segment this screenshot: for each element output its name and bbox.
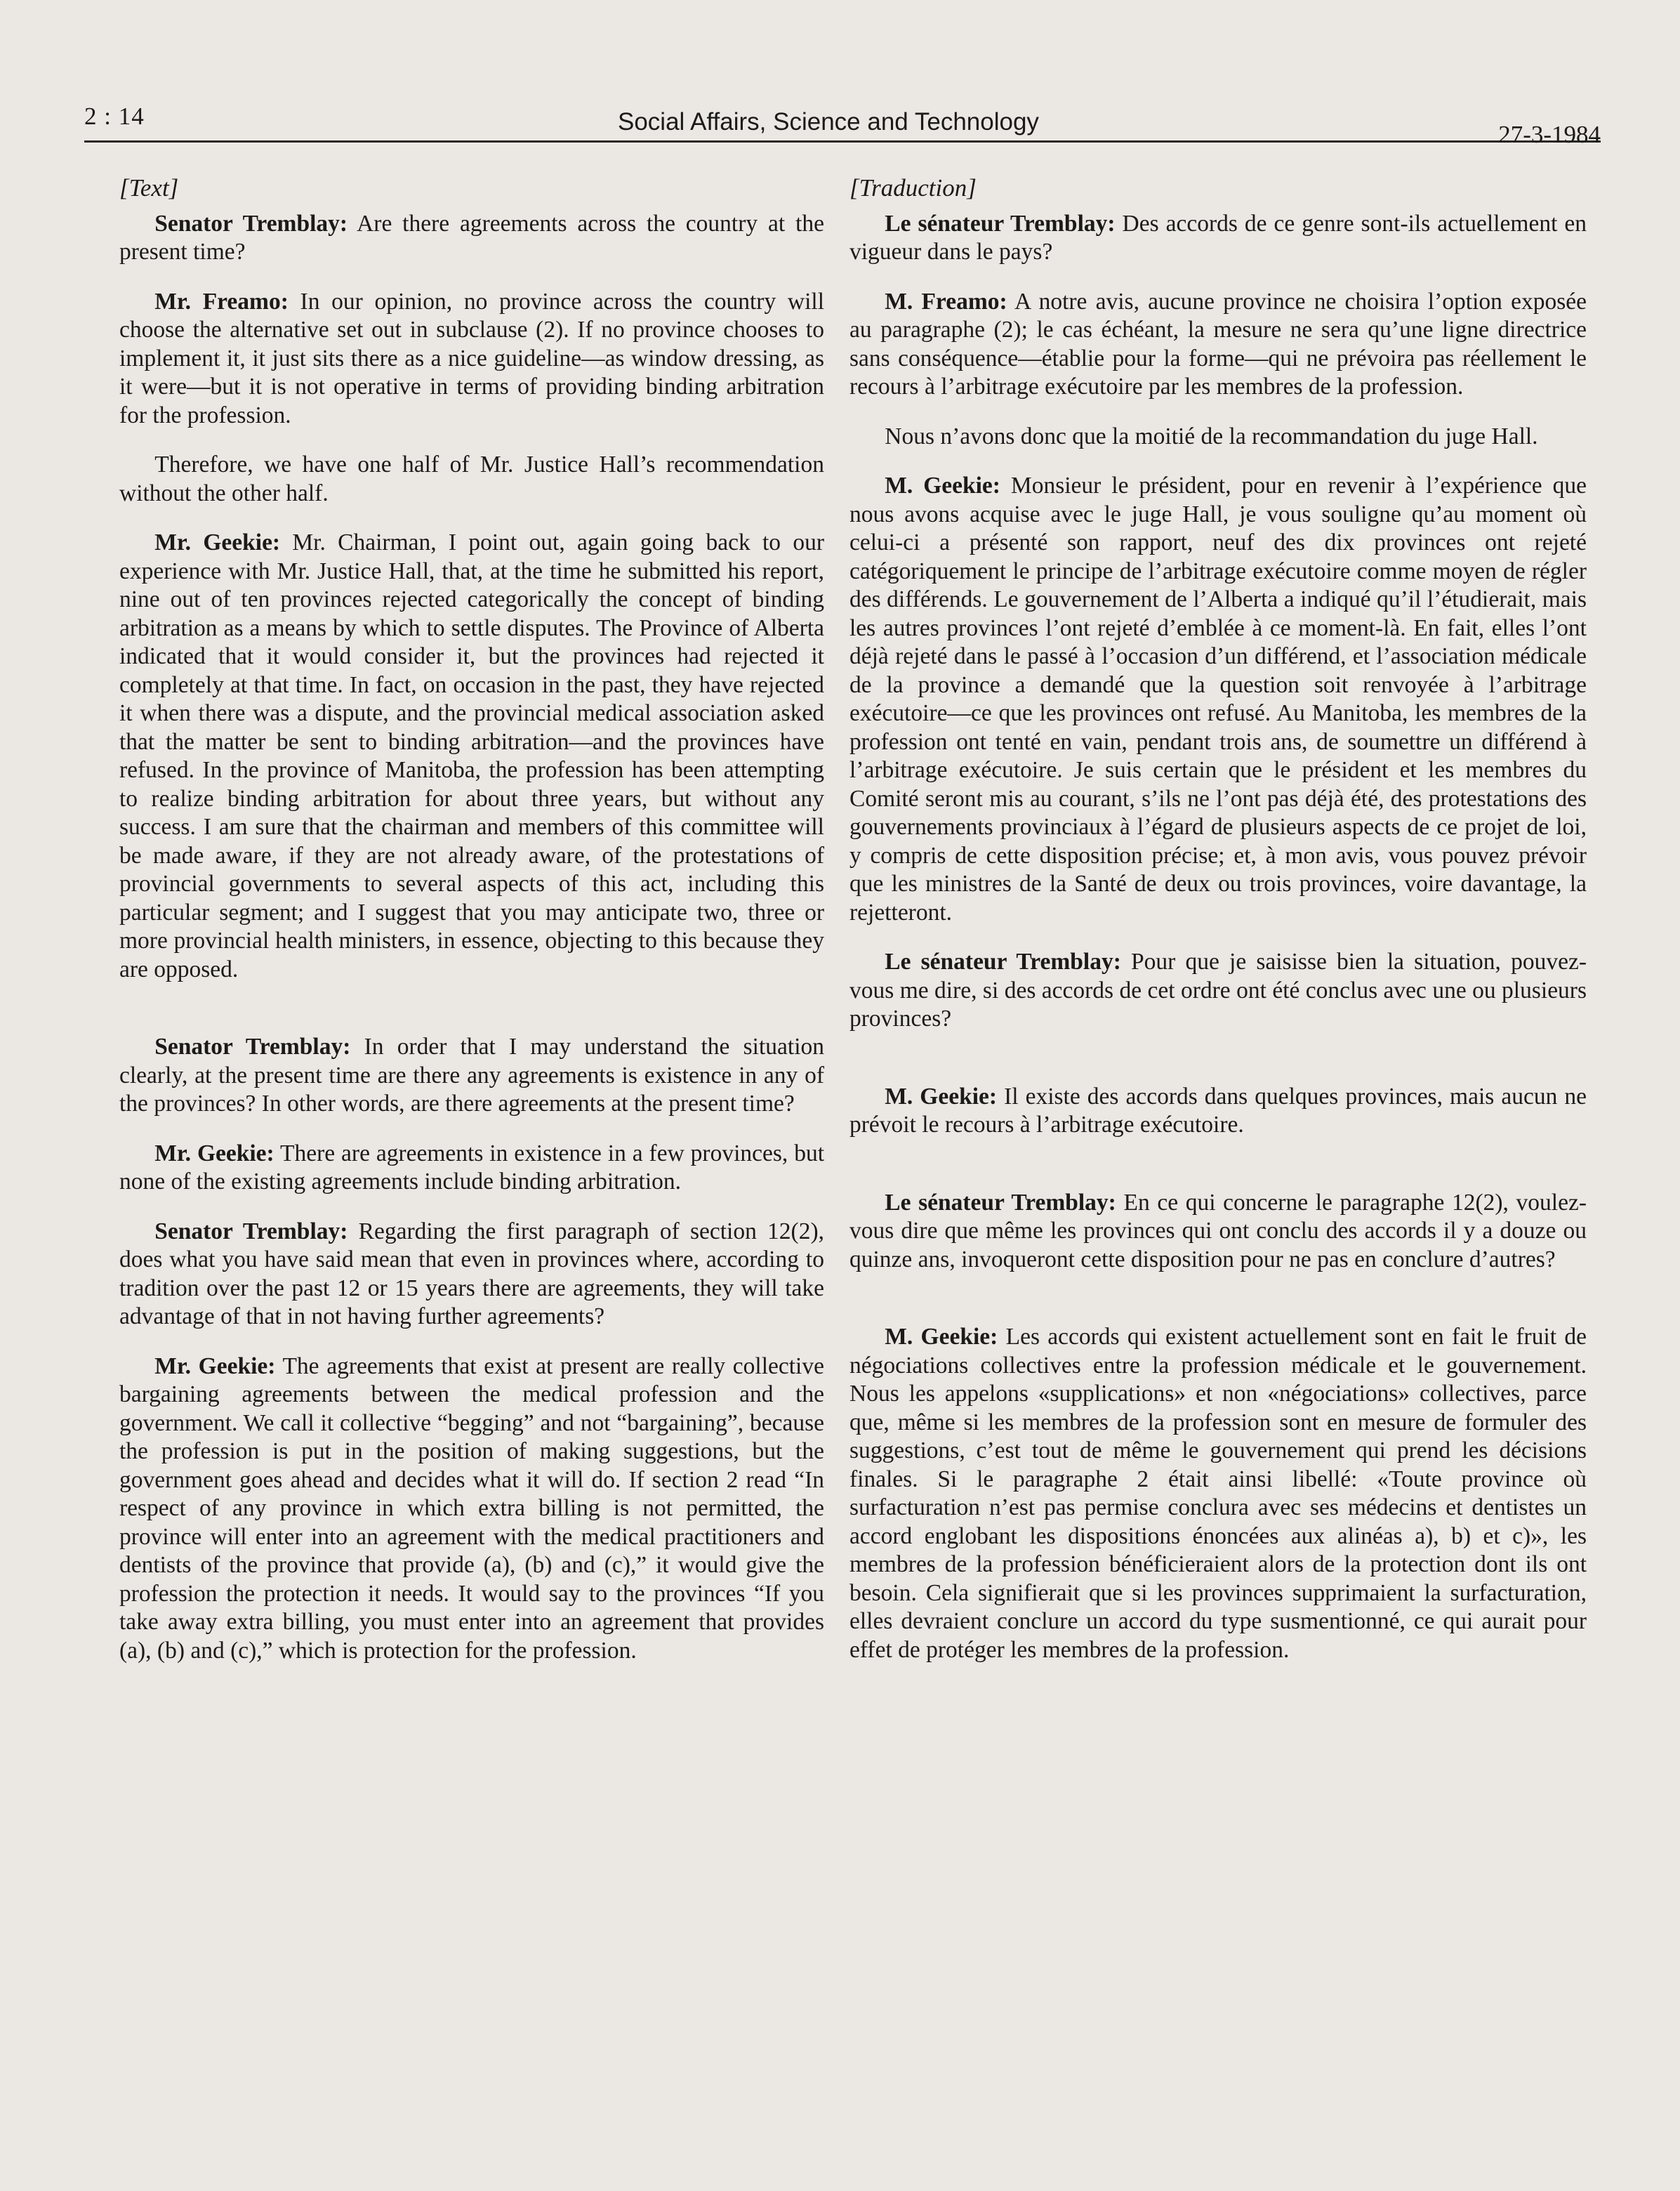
paragraph-text: Mr. Chairman, I point out, again going back to our experience with Mr. Justice Hall, that, at the time he submitted his report, nine out of ten provinces rejected categorically the concept of binding arbitration as a means by which to settle disputes. The Province of Alberta indicated that it would consider it, but the provinces had rejected it completely at that time. In fact, on occasion in the past, they have rejected it when there was a dispute, and the provincial medical association asked that the matter be sent to binding arbitration—and the provinces have refused. In the province of Manitoba, the profession has been attempting to realize binding arbitration for about three years, but without any success. I am sure that the chairman and members of this committee will be made aware, if they are not already aware, of the protestations of provincial governments to several aspects of this act, including this particular segment; and I suggest that you may anticipate two, three or more provincial health ministers, in essence, objecting to this because they are opposed. bbox=[119, 529, 825, 982]
paragraph bbox=[849, 1189, 1587, 1275]
paragraph bbox=[849, 288, 1587, 402]
speaker-name: Mr. Freamo: bbox=[154, 288, 289, 315]
language-tag: [Traduction] bbox=[849, 174, 977, 202]
speaker-name: Senator Tremblay: bbox=[154, 1034, 351, 1060]
paragraph bbox=[119, 1218, 824, 1331]
paragraph bbox=[849, 948, 1587, 1034]
paragraph-text: Therefore, we have one half of Mr. Justice Hall’s recommendation without the other half. bbox=[119, 452, 824, 506]
speaker-name: Senator Tremblay: bbox=[154, 1218, 348, 1244]
paragraph-text: Nous n’avons donc que la moitié de la recommandation du juge Hall. bbox=[885, 423, 1538, 449]
language-tag: [Text] bbox=[119, 174, 179, 202]
speaker-name: Le sénateur Tremblay: bbox=[885, 1189, 1116, 1216]
paragraph bbox=[849, 423, 1587, 452]
english-column bbox=[119, 174, 824, 1686]
paragraph-text: A notre avis, aucune province ne choisira l’option exposée au paragraphe (2); le cas échéant, la mesure ne sera qu’une ligne directrice sans conséquence—établie pour la forme—qui ne prévoira pas réellement le recours à l’arbitrage exécutoire par les membres de la profession. bbox=[849, 288, 1587, 400]
speaker-name: Senator Tremblay: bbox=[154, 210, 348, 237]
speaker-name: Mr. Geekie: bbox=[154, 1140, 275, 1166]
header-date: 27-3-1984 bbox=[1498, 121, 1601, 148]
paragraph-text: Monsieur le président, pour en revenir à l’expérience que nous avons acquise avec le juge Hall, je vous souligne qu’au moment où celui-ci a présenté son rapport, neuf des dix provinces ont rejeté catégoriquement le principe de l’arbitrage exécutoire comme moyen de régler des différends. Le gouvernement de l’Alberta a indiqué qu’il l’étudierait, mais les autres provinces l’ont rejeté d’emblée à ce moment-là. En fait, elles l’ont déjà rejeté dans le passé à l’occasion d’un différend, et l’association médicale de la province a demandé que la question soit renvoyée à l’arbitrage exécutoire—ce que les provinces ont refusé. Au Manitoba, les membres de la profession ont tenté en vain, pendant trois ans, de soumettre un différend à l’arbitrage exécutoire. Je suis certain que le président et les membres du Comité seront mis au courant, s’ils ne l’ont pas déjà été, des protestations des gouvernements provinciaux à l’égard de plusieurs aspects de ce projet de loi, y compris de cette disposition précise; et, à mon avis, vous pouvez prévoir que les ministres de la Santé de deux ou trois provinces, voire davantage, la rejetteront. bbox=[849, 473, 1587, 926]
paragraph-text: Des accords de ce genre sont-ils actuellement en vigueur dans le pays? bbox=[849, 210, 1587, 265]
paragraph bbox=[119, 1033, 824, 1119]
paragraph bbox=[119, 529, 824, 984]
speaker-name: Mr. Geekie: bbox=[154, 529, 281, 555]
speaker-name: Mr. Geekie: bbox=[154, 1353, 276, 1379]
page-number: 2 : 14 bbox=[84, 103, 145, 130]
paragraph-text: Il existe des accords dans quelques provinces, mais aucun ne prévoit le recours à l’arbitrage exécutoire. bbox=[849, 1083, 1587, 1138]
speaker-name: M. Geekie: bbox=[885, 473, 1000, 499]
paragraph bbox=[849, 1323, 1587, 1664]
speaker-name: Le sénateur Tremblay: bbox=[885, 210, 1116, 237]
paragraph-text: There are agreements in existence in a few provinces, but none of the existing agreements include binding arbitration. bbox=[119, 1140, 825, 1195]
paragraph bbox=[119, 1140, 824, 1197]
paragraph-text: Les accords qui existent actuellement sont en fait le fruit de négociations collectives entre la profession médicale et le gouvernement. Nous les appelons «supplications» et non «négociations» collectives, parce que, même si les membres de la profession sont en mesure de formuler des suggestions, c’est tout de même le gouvernement qui prend les décisions finales. Si le paragraphe 2 était ainsi libellé: «Toute province où surfacturation n’est pas permise conclura avec ses médecins et dentistes un accord englobant les dispositions énoncées aux alinéas a), b) et c)», les membres de la profession bénéficieraient alors de la protection dont ils ont besoin. Cela signifierait que si les provinces supprimaient la surfacturation, elles devraient conclure un accord du type susmentionné, ce qui aurait pour effet de protéger les membres de la profession. bbox=[849, 1324, 1587, 1663]
french-column bbox=[849, 174, 1587, 1685]
paragraph bbox=[849, 210, 1587, 267]
speaker-name: Le sénateur Tremblay: bbox=[885, 949, 1121, 975]
page-header bbox=[84, 98, 1601, 148]
paragraph bbox=[849, 1083, 1587, 1140]
paragraph-text: En ce qui concerne le paragraphe 12(2), voulez-vous dire que même les provinces qui ont conclu des accords il y a douze ou quinze ans, invoqueront cette disposition pour ne pas en conclure d’autres? bbox=[849, 1189, 1587, 1272]
paragraph-text: The agreements that exist at present are really collective bargaining agreements between the medical profession and the government. We call it collective “begging” and not “bargaining”, because the profession is put in the position of making suggestions, but the government goes ahead and decides what it will do. If section 2 read “In respect of any province in which extra billing is not permitted, the province will enter into an agreement with the medical practitioners and dentists of the province that provide (a), (b) and (c),” it would give the profession the protection it needs. It would say to the provinces “If you take away extra billing, you must enter into an agreement that provides (a), (b) and (c),” which is protection for the profession. bbox=[119, 1353, 824, 1664]
speaker-name: M. Geekie: bbox=[885, 1324, 998, 1350]
speaker-name: M. Geekie: bbox=[885, 1083, 998, 1110]
paragraph bbox=[119, 1353, 824, 1666]
running-title: Social Affairs, Science and Technology bbox=[618, 108, 1039, 136]
paragraph-text: Pour que je saisisse bien la situation, pouvez-vous me dire, si des accords de cet ordre ont été conclus avec une ou plusieurs provinces? bbox=[849, 949, 1587, 1032]
paragraph bbox=[849, 472, 1587, 927]
speaker-name: M. Freamo: bbox=[885, 288, 1007, 315]
paragraph bbox=[119, 288, 824, 430]
paragraph-text: Regarding the first paragraph of section 12(2), does what you have said mean that even in provinces where, according to tradition over the past 12 or 15 years there are agreements, they will take advantage of that in not having further agreements? bbox=[119, 1218, 824, 1329]
paragraph-text: In our opinion, no province across the country will choose the alternative set out in subclause (2). If no province chooses to implement it, it just sits there as a nice guideline—as window dressing, as it were—but it is not operative in terms of providing binding arbitration for the profession. bbox=[119, 288, 825, 428]
paragraph bbox=[119, 451, 824, 508]
paragraph bbox=[119, 210, 824, 267]
paragraph-text: Are there agreements across the country at the present time? bbox=[119, 210, 824, 265]
paragraph-text: In order that I may understand the situation clearly, at the present time are there any agreements is existence in any of the provinces? In other words, are there agreements at the present time? bbox=[119, 1034, 825, 1117]
